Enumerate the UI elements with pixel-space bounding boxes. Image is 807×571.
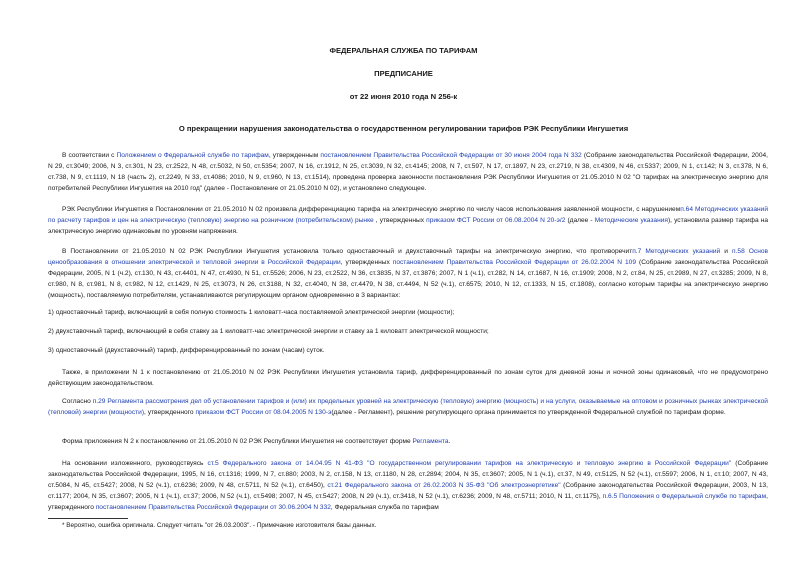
text: , утвержденных (340, 259, 393, 266)
link-fts-regulation-p6-5[interactable]: п.6.5 Положения о Федеральной службе по тарифам (602, 493, 767, 500)
text: ), установила размер тарифа на электрическую энергию одинаковым по уровням напряжения. (48, 217, 769, 235)
text: Также, в приложении N 1 к постановлению от 21.05.2010 N 02 РЭК Республики Ингушетия установила тариф, дифференцированный по зонам суток для дневной зоны и ночной зоны одинаковый, что не предусмотрено действующим законодательством. (48, 369, 768, 387)
issuer-heading: ФЕДЕРАЛЬНАЯ СЛУЖБА ПО ТАРИФАМ (329, 46, 478, 55)
text: РЭК Республики Ингушетия в Постановлении от 21.05.2010 N 02 произвела дифференциацию тарифа на электрическую энергию по числу часов использования заявленной мощности, с нарушением (62, 206, 681, 213)
footnote-divider (48, 518, 128, 519)
paragraph-2 (48, 204, 768, 237)
paragraph-6 (48, 436, 768, 447)
paragraph-1 (48, 150, 768, 194)
link-methodical-instructions-p64[interactable]: п.64 Методических указаний по расчету тарифов и цен на электрическую (тепловую) энергию на розничном (потребительском) рынке (48, 206, 768, 224)
text: и (720, 248, 732, 255)
text: (далее - Регламент), решение регулирующего органа принимается по утвержденной Федеральной службой по тарифам форме. (331, 409, 726, 416)
text: (далее - (565, 217, 595, 224)
paragraph-5 (48, 396, 768, 418)
paragraph-3 (48, 246, 768, 301)
text: На основании изложенного, руководствуясь (62, 460, 208, 467)
link-fts-order-130-e[interactable]: приказом ФСТ России от 08.04.2005 N 130-э (195, 409, 332, 416)
text: , утвержденного (48, 493, 768, 511)
paragraph-4 (48, 367, 768, 389)
list-item: 2) двухставочный тариф, включающий в себя ставку за 1 киловатт-час электрической энергии и ставку за 1 киловатт электрической мощности; (48, 328, 489, 335)
document-date-number: от 22 июня 2010 года N 256-к (349, 92, 458, 101)
link-federal-law-35-fz[interactable]: ст.21 Федерального закона от 26.02.2003 N 35-ФЗ "Об электроэнергетике" (327, 482, 561, 489)
text: , утвержденным (268, 152, 321, 159)
link-government-decree-109[interactable]: постановлением Правительства Российской Федерации от 26.02.2004 N 109 (392, 259, 637, 266)
footnote: * Вероятно, ошибка оригинала. Следует читать "от 26.03.2003". - Примечание изготовителя базы данных. (62, 522, 377, 529)
link-fts-regulation[interactable]: Положением о Федеральной службе по тарифам (116, 152, 269, 159)
text: (Собрание законодательства Российской Федерации, 2005, N 1 (ч.2), ст.130, N 43, ст.4401, N 47, ст.4930, N 51, ст.5526; 2006, N 23, ст.2522, N 36, ст.3835, N 37, ст.3876; 2007, N 1 (ч.1), ст.282, N 14, ст.1687, N 16, ст.1909; 2008, N 2, ст.84, N 25, ст.2989, N 27, ст.3285; 2009, N 8, ст.980, N 8, ст.981, N 8, ст.982, N 12, ст.1429, N 25, ст.3073, N 26, ст.3188, N 32, ст.4040, N 38, ст.4479, N 38, ст.4494, N 52 (ч.1), ст.6575; 2010, N 12, ст.1333, N 15, ст.1808), согласно которым тарифы на электрическую энергию (мощность), поставляемую потребителям, устанавливаются регулирующим органом одновременно в 3 вариантах: (48, 259, 768, 299)
link-government-decree-332-2004[interactable]: постановлением Правительства Российской Федерации от 30.06.2004 N 332 (95, 504, 331, 511)
text: , Федеральная служба по тарифам (330, 504, 439, 511)
list-item: 1) одноставочный тариф, включающий в себя полную стоимость 1 киловатт-часа поставляемой электрической энергии (мощности); (48, 309, 455, 316)
document-type-heading: ПРЕДПИСАНИЕ (374, 69, 433, 78)
text: . (448, 438, 451, 445)
text: Согласно (62, 398, 93, 405)
link-methodical-instructions-p7[interactable]: п.7 Методических указаний (632, 248, 721, 255)
link-regulation-p29[interactable]: п.29 Регламента рассмотрения дел об установлении тарифов и (или) их предельных уровней на электрическую (тепловую) энергию (мощность) и на услуги, оказываемые на оптовом и розничных рынках электрической (тепловой) энергии (мощности) (48, 398, 768, 416)
text: В Постановлении от 21.05.2010 N 02 РЭК Республики Ингушетия установила только одноставочный и двухставочный тарифы на электрическую энергию, что противоречит (62, 248, 633, 255)
link-federal-law-41-fz[interactable]: ст.5 Федерального закона от 14.04.95 N 41-ФЗ "О государственном регулировании тарифов на электрическую и тепловую энергию в Российской Федерации" (207, 460, 732, 467)
document-title: О прекращении нарушения законодательства о государственном регулировании тарифов РЭК Республики Ингушетия (178, 124, 629, 133)
text: В соответствии с (62, 152, 117, 159)
list-item: 3) одноставочный (двухставочный) тариф, дифференцированный по зонам (часам) суток. (48, 347, 325, 354)
text: (Собрание законодательства Российской Федерации, 2003, N 13, ст.1177; 2004, N 35, ст.3607; 2005, N 1 (ч.1), ст.37; 2006, N 52 (ч.1), ст.5498; 2007, N 45, ст.5427; 2008, N 29 (ч.1), ст.3418, N 52 (ч.1), ст.6236; 2009, N 48, ст.5711; 2010, N 11, ст.1175), (48, 482, 768, 500)
text: Форма приложения N 2 к постановлению от 21.05.2010 N 02 РЭК Республики Ингушетия не соответствует форме (62, 438, 413, 445)
text: , утвержденного (144, 409, 196, 416)
link-regulation[interactable]: Регламента (412, 438, 449, 445)
text: (Собрание законодательства Российской Федерации, 1995, N 16, ст.1316; 1999, N 7, ст.880; 2003, N 2, ст.158, N 13, ст.1180, N 28, ст.2894; 2004, N 35, ст.3607; 2005, N 1 (ч.1), ст.37, N 49, ст.5125, N 52 (ч.1), ст.5597; 2006, N 1, ст.10; 2007, N 43, ст.5084, N 45, ст.5427; 2008, N 52 (ч.1), ст.6236; 2009, N 48, ст.5711, N 52 (ч.1), ст.6450), (48, 460, 768, 489)
text: (Собрание законодательства Российской Федерации, 2004, N 29, ст.3049; 2006, N 3, ст.301, N 23, ст.2522, N 48, ст.5032, N 50, ст.5354; 2007, N 16, ст.1912, N 25, ст.3039, N 32, ст.4145; 2008, N 7, ст.597, N 17, ст.1897, N 23, ст.2719, N 38, ст.4309, N 46, ст.5337; 2009, N 1, ст.142; N 3, ст.378, N 6, ст.738, N 9, ст.1119, N 18 (часть 2), ст.2249, N 33, ст.4086; 2010, N 9, ст.960, N 13, ст.1514), проведена проверка законности постановления РЭК Республики Ингушетия от 21.05.2010 N 02 "О тарифах на электрическую энергию для потребителей Республики Ингушетия на 2010 год" (далее - Постановление от 21.05.2010 N 02), и установлено следующее. (48, 152, 769, 192)
link-pricing-basics-p58[interactable]: п.58 Основ ценообразования в отношении электрической и тепловой энергии в Российской Федерации (48, 248, 769, 266)
paragraph-7 (48, 458, 768, 513)
link-fts-order-20-e2[interactable]: приказом ФСТ России от 06.08.2004 N 20-э/2 (426, 217, 566, 224)
link-methodical-instructions[interactable]: Методические указания (594, 217, 668, 224)
text: , утвержденных (373, 217, 427, 224)
link-government-decree-332[interactable]: постановлением Правительства Российской Федерации от 30 июня 2004 года N 332 (320, 152, 582, 159)
